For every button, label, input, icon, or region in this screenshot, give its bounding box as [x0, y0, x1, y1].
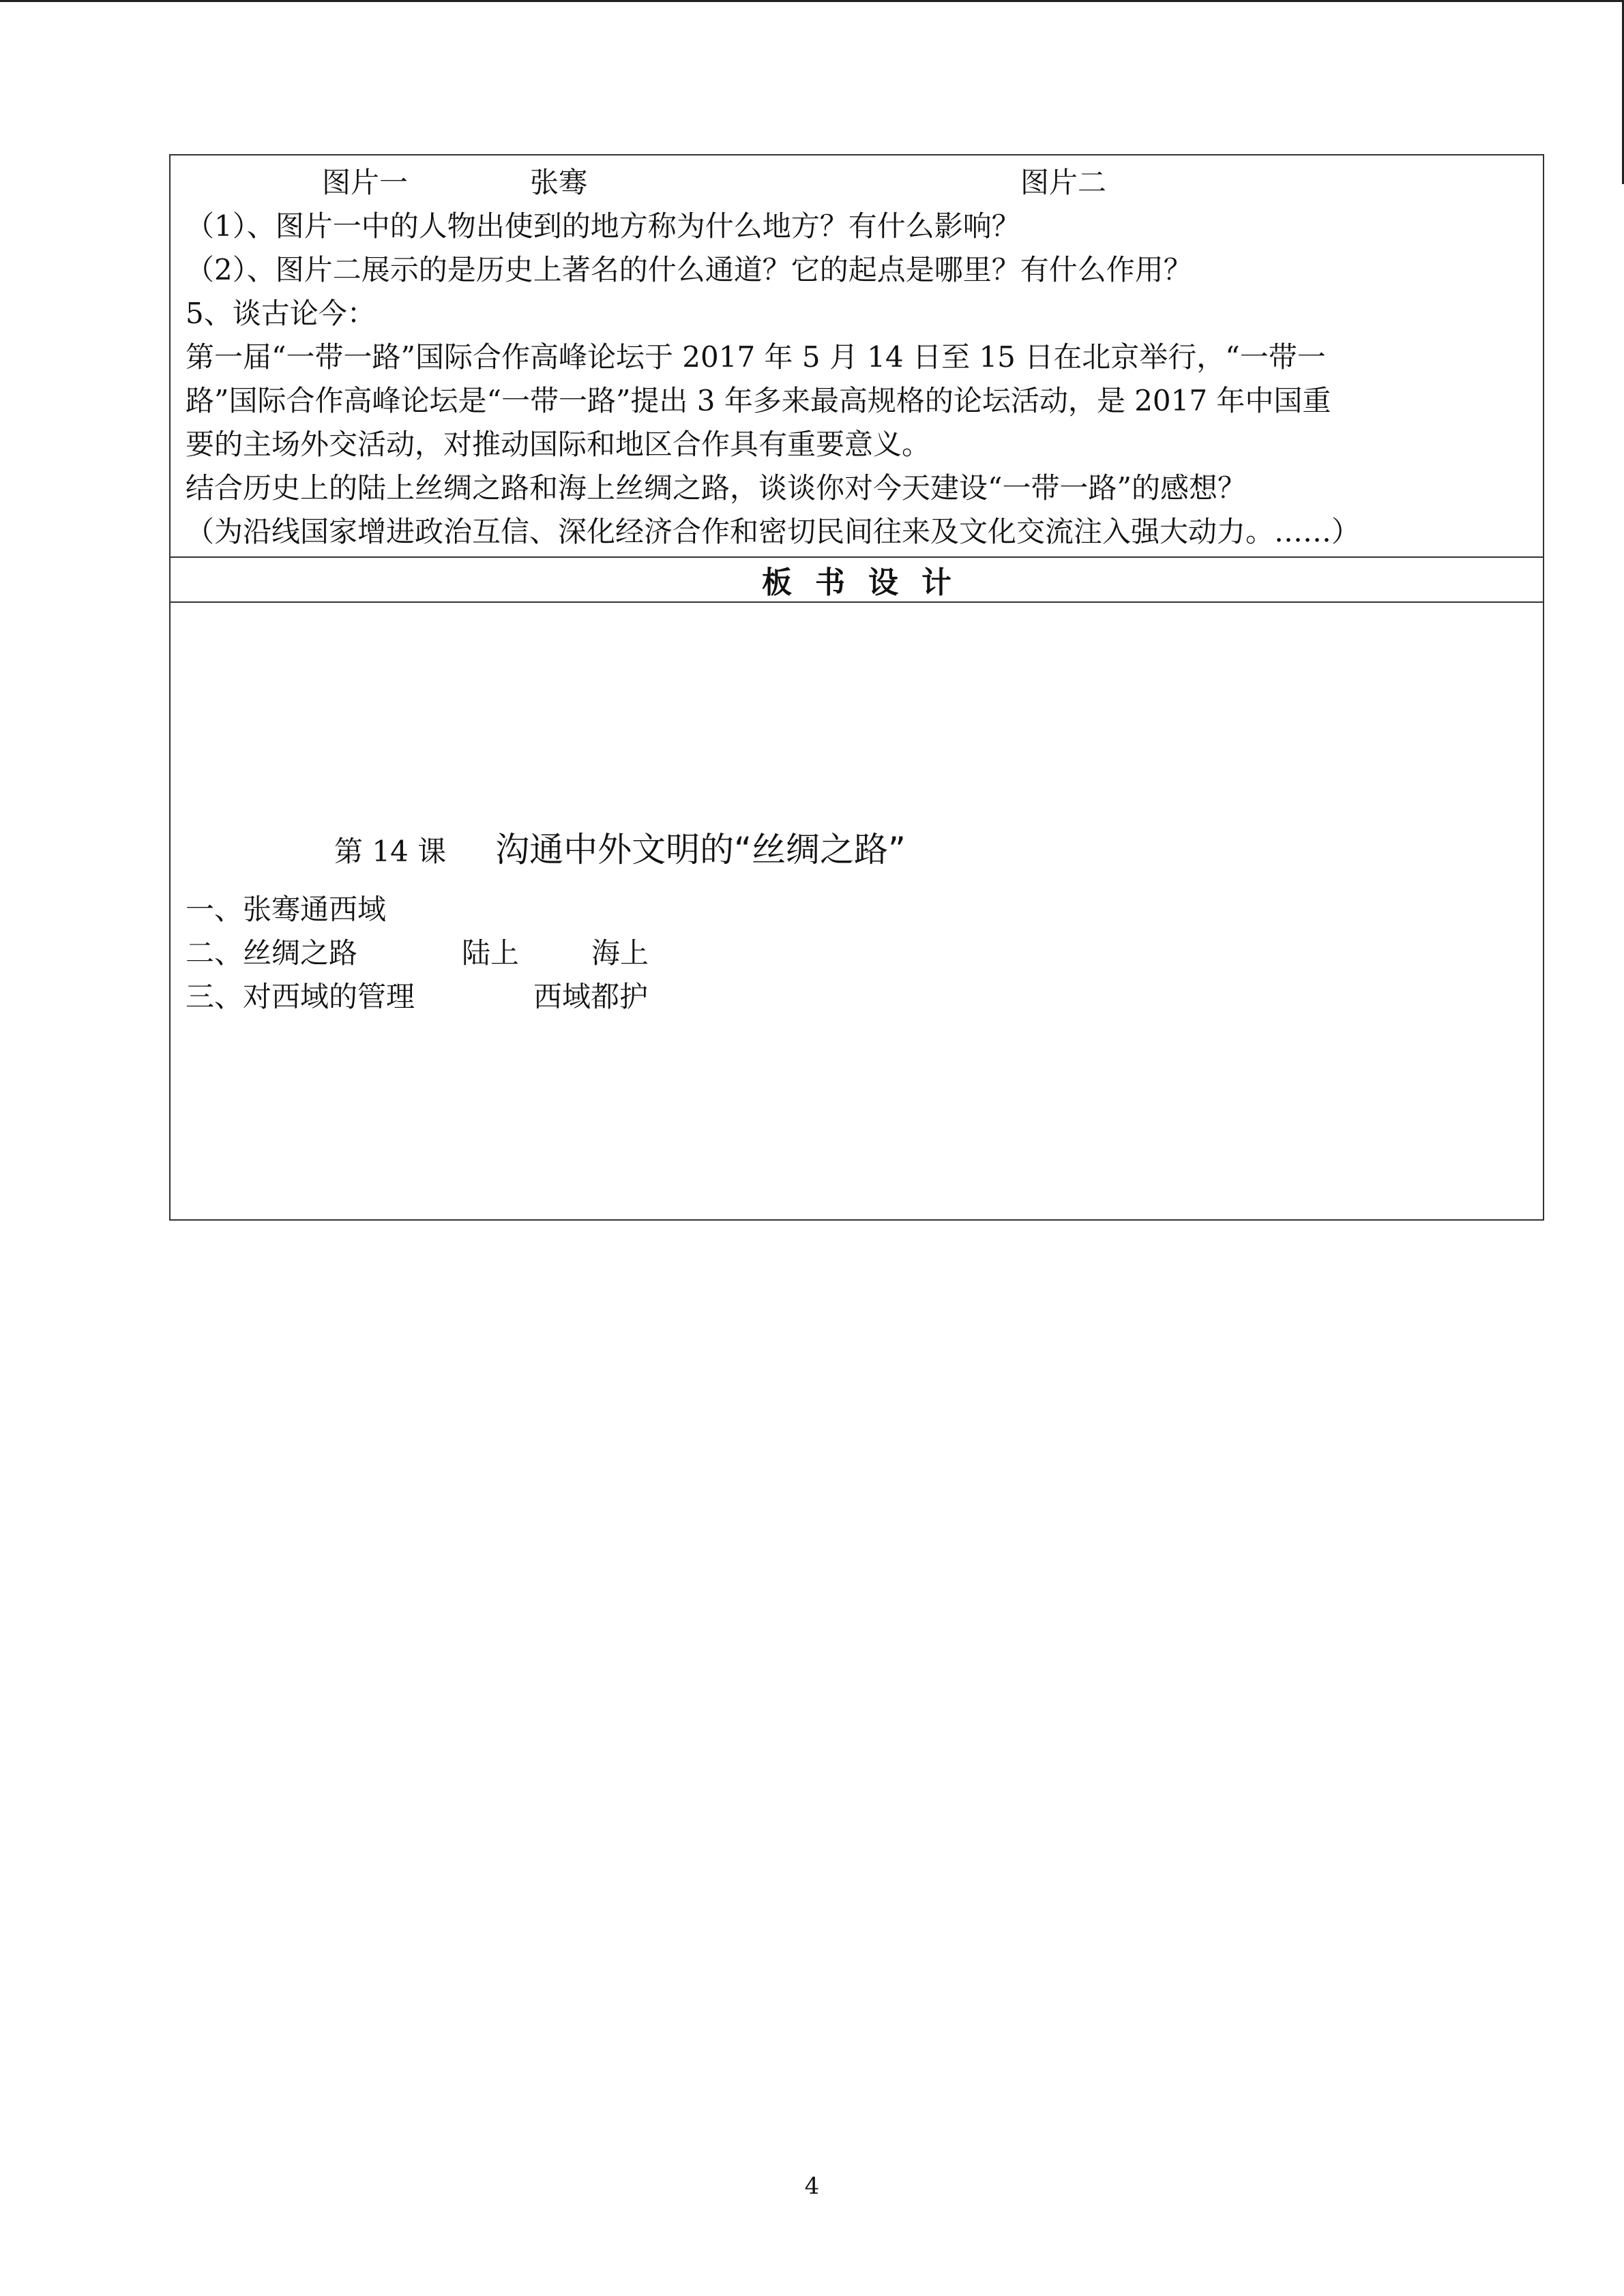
outline-item-2 [186, 931, 649, 975]
picture-one-label: 图片一 [322, 166, 409, 199]
outline-item-1-text: 一、张骞通西域 [186, 893, 387, 926]
question-one: （1）、图片一中的人物出使到的地方称为什么地方？有什么影响？ [186, 209, 1020, 243]
outline-item-3-protectorate: 西域都护 [533, 980, 649, 1013]
discussion-cell [171, 155, 1543, 558]
section-five-heading: 5、谈古论今： [186, 297, 376, 330]
paragraph-line-1: 第一届“一带一路”国际合作高峰论坛于 2017 年 5 月 14 日至 15 日在北京举行，“一带一 [186, 340, 1326, 374]
board-heading [334, 822, 906, 877]
outline-item-2-text: 二、丝绸之路 [186, 936, 358, 970]
board-design-title: 板书设计 [762, 565, 975, 600]
outline-item-3 [186, 975, 649, 1019]
picture-one-name: 张骞 [530, 166, 588, 199]
outline-item-1 [186, 888, 415, 931]
picture-labels [186, 161, 1543, 205]
outline-item-3-text: 三、对西域的管理 [186, 980, 415, 1013]
discussion-answer: （为沿线国家增进政治互信、深化经济合作和密切民间往来及文化交流注入强大动力。……） [186, 515, 1361, 548]
picture-two-label: 图片二 [1020, 166, 1107, 199]
lesson-plan-table [169, 154, 1544, 1221]
outline-item-2-land: 陆上 [462, 936, 520, 970]
page-top-rule [0, 0, 1624, 2]
outline-item-2-sea: 海上 [591, 936, 649, 970]
board-design-header [171, 558, 1543, 603]
lesson-number: 第 14 课 [334, 835, 447, 868]
paragraph-line-3: 要的主场外交活动，对推动国际和地区合作具有重要意义。 [186, 428, 931, 461]
lesson-title: 沟通中外文明的“丝绸之路” [495, 830, 906, 869]
paragraph-line-2: 路”国际合作高峰论坛是“一带一路”提出 3 年多来最高规格的论坛活动，是 2017 年中国重 [186, 384, 1331, 417]
page-number: 4 [804, 2173, 820, 2200]
discussion-question: 结合历史上的陆上丝绸之路和海上丝绸之路，谈谈你对今天建设“一带一路”的感想？ [186, 471, 1246, 505]
board-outline [186, 888, 649, 1019]
board-design-cell [171, 603, 1543, 1219]
question-two: （2）、图片二展示的是历史上著名的什么通道？它的起点是哪里？有什么作用？ [186, 253, 1192, 286]
